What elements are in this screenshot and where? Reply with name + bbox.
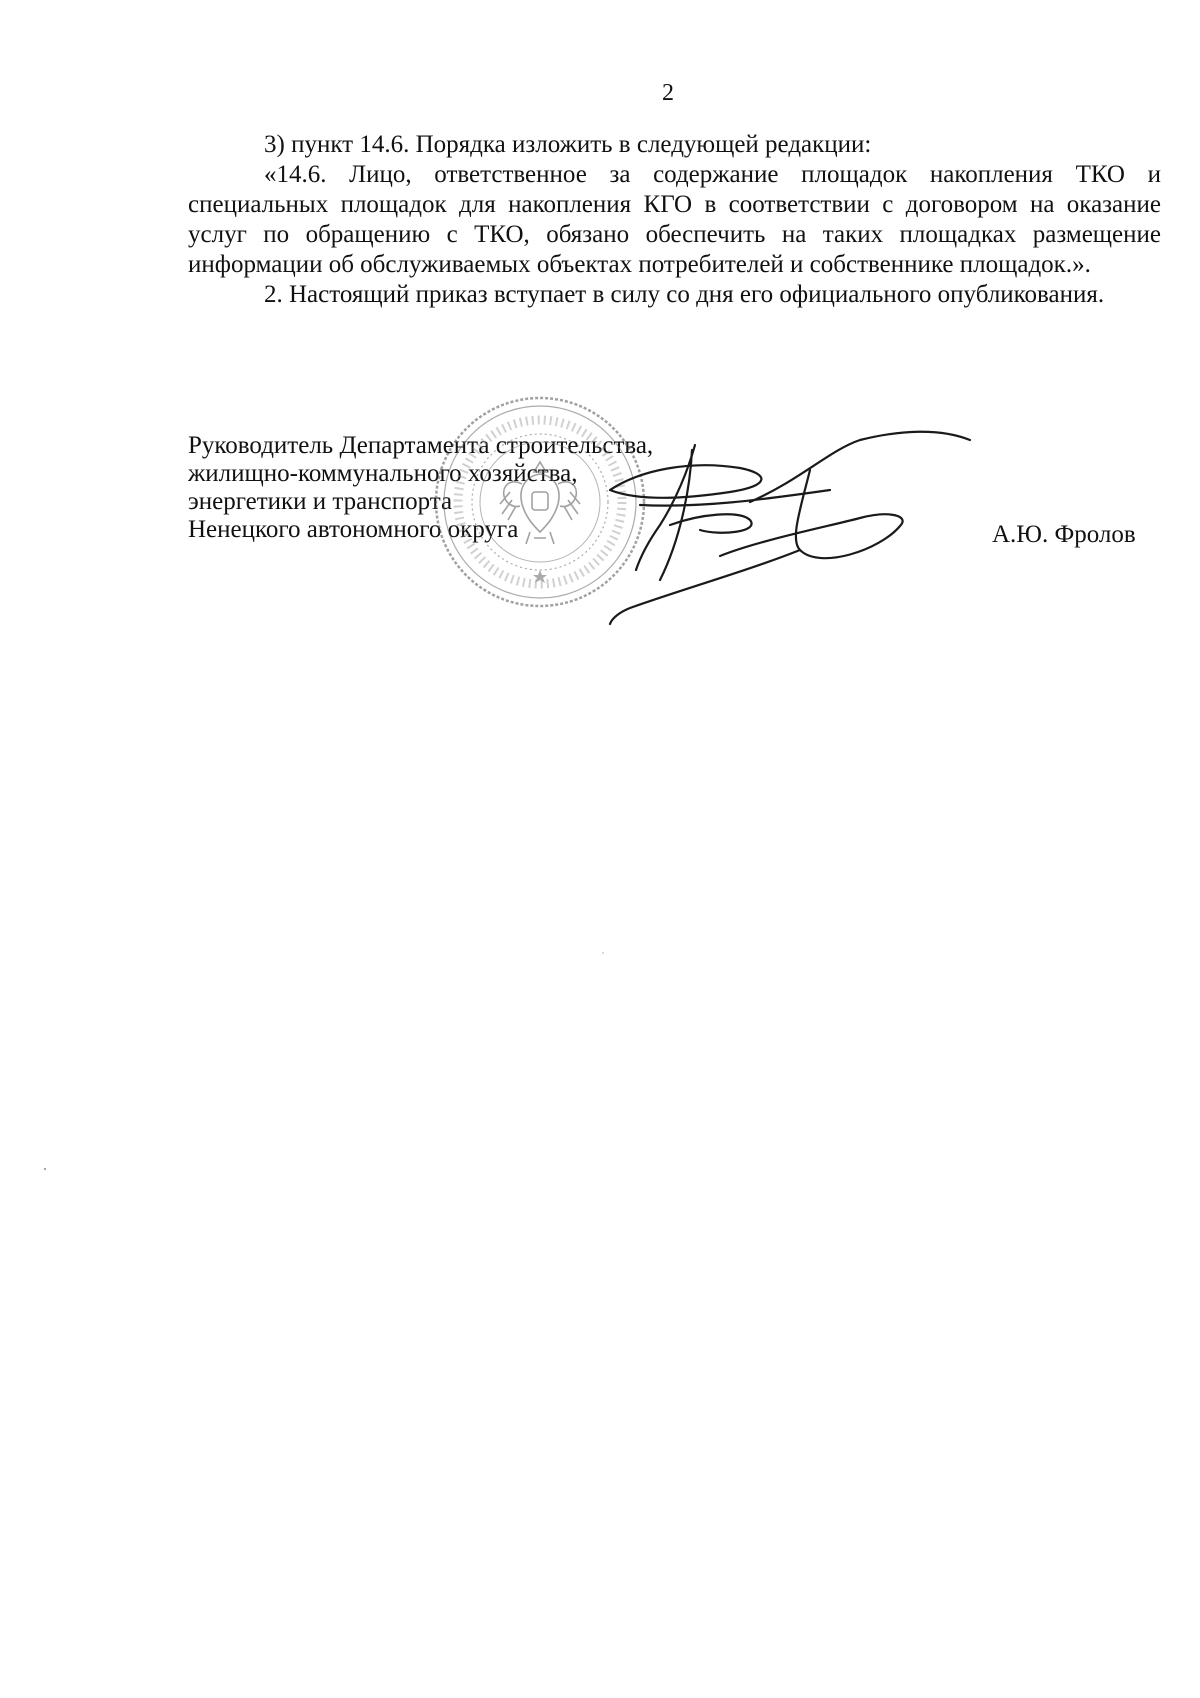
paragraph-item-3: 3) пункт 14.6. Порядка изложить в следующей редакции:	[264, 131, 872, 158]
handwritten-signature	[600, 430, 1040, 630]
page-number: 2	[662, 80, 674, 106]
paragraph-quoted-14-6: «14.6. Лицо, ответственное за содержание площадок накопления ТКО и специальных площадок для накопления КГО в соответствии с договором на оказание услуг по обращению с ТКО, обязано обеспечить на таких площадках размещение информации об обслуживаемых объектах потребителей и собственнике площадок.».	[188, 161, 1161, 278]
signatory-name: А.Ю. Фролов	[992, 521, 1136, 548]
signatory-position-line: энергетики и транспорта	[188, 488, 453, 515]
scan-speck	[44, 1168, 46, 1170]
signatory-position-line: жилищно-коммунального хозяйства,	[188, 460, 578, 487]
scan-speck	[602, 952, 604, 954]
signatory-position-line: Руководитель Департамента строительства,	[188, 432, 654, 459]
document-body	[188, 130, 1161, 310]
paragraph-effective-date: 2. Настоящий приказ вступает в силу со дня его официального опубликования.	[264, 281, 1105, 308]
signatory-position-line: Ненецкого автономного округа	[188, 516, 519, 543]
